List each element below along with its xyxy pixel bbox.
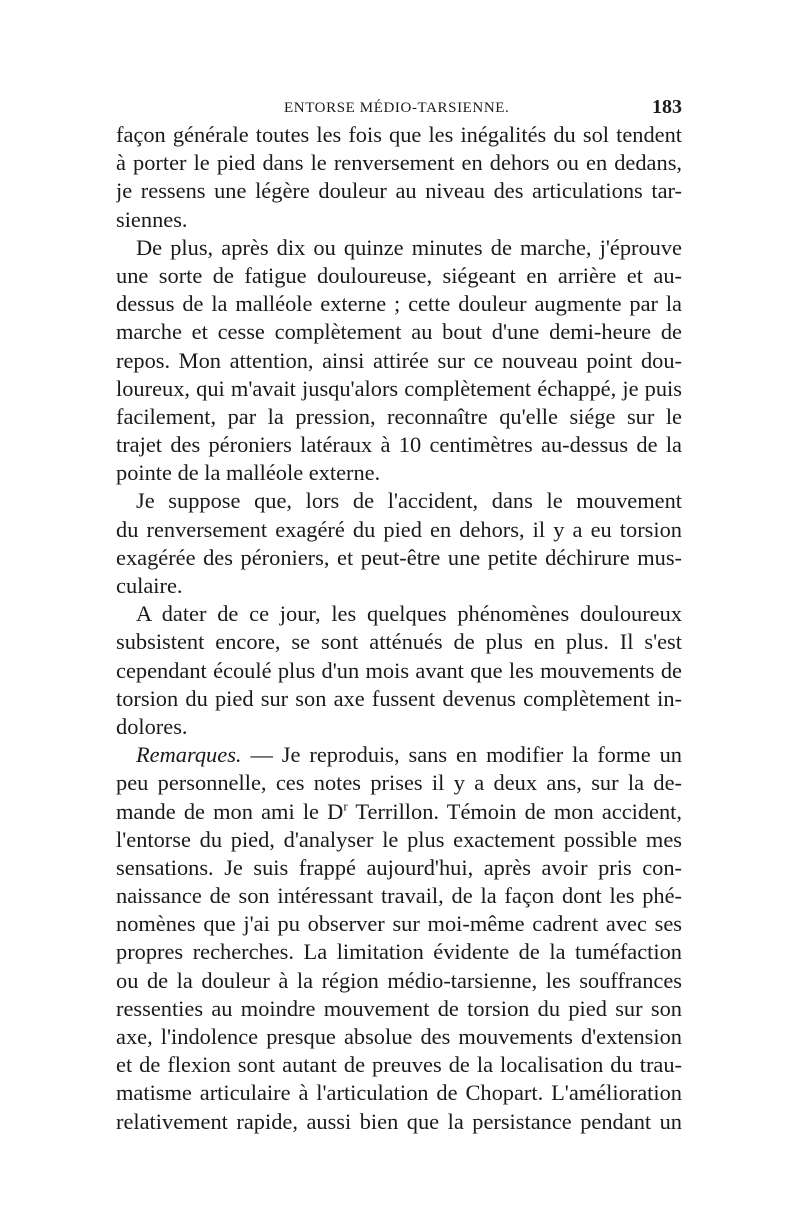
text-line: torsion du pied sur son axe fussent devenus complètement in- [116, 685, 682, 711]
text-line: ressenties au moindre mouvement de torsion du pied sur son [116, 995, 682, 1021]
text-line: peu personnelle, ces notes prises il y a deux ans, sur la de- [116, 770, 682, 796]
text-line: à porter le pied dans le renversement en dehors ou en dedans, [116, 150, 682, 176]
text-line: axe, l'indolence presque absolue des mouvements d'extension [116, 1024, 682, 1049]
text-line: dolores. [116, 713, 188, 739]
text-line: siennes. [116, 206, 188, 232]
text-line: et de flexion sont autant de preuves de la localisation du trau- [116, 1052, 682, 1078]
text-line: façon générale toutes les fois que les inégalités du sol tendent [116, 122, 682, 147]
paragraph-remarques [116, 741, 682, 1164]
text-segment: mande de mon ami le D [116, 798, 344, 824]
text-segment: Terrillon. Témoin de mon accident, [347, 798, 682, 824]
text-line: dessus de la malléole externe ; cette douleur augmente par la [116, 291, 682, 317]
text-line [116, 741, 682, 769]
text-line: facilement, par la pression, reconnaître qu'elle siége sur le [116, 403, 682, 429]
paragraph [116, 121, 682, 234]
text-line: l'entorse du pied, d'analyser le plus exactement possible mes [116, 826, 682, 852]
text-line: ou de la douleur à la région médio-tarsienne, les souffrances [116, 967, 682, 993]
text-segment: — Je reproduis, sans en modifier la forme un [241, 742, 682, 768]
text-line: propres recherches. La limitation évidente de la tuméfaction [116, 939, 682, 965]
paragraph [116, 234, 682, 488]
text-line [116, 798, 682, 826]
text-line: repos. Mon attention, ainsi attirée sur ce nouveau point dou- [116, 347, 682, 373]
body-text [116, 121, 682, 1164]
text-line: exagérée des péroniers, et peut-être une petite déchirure mus- [116, 544, 682, 570]
text-line: pointe de la malléole externe. [116, 460, 381, 486]
text-line: trajet des péroniers latéraux à 10 centimètres au-dessus de la [116, 432, 682, 458]
remarques-heading: Remarques. [136, 742, 242, 768]
running-title: ENTORSE MÉDIO-TARSIENNE. [284, 100, 510, 116]
text-line: subsistent encore, se sont atténués de plus en plus. Il s'est [116, 629, 682, 655]
paragraph [116, 600, 682, 741]
text-line: culaire. [116, 573, 183, 598]
text-line: Je suppose que, lors de l'accident, dans le mouvement [136, 488, 682, 514]
text-line: nomènes que j'ai pu observer sur moi-même cadrent avec ses [116, 911, 682, 937]
text-line: je ressens une légère douleur au niveau des articulations tar- [116, 178, 682, 204]
text-line: matisme articulaire à l'articulation de Chopart. L'amélioration [116, 1080, 682, 1106]
text-line: marche et cesse complètement au bout d'une demi-heure de [116, 319, 682, 345]
paragraph [116, 487, 682, 600]
text-line: De plus, après dix ou quinze minutes de marche, j'éprouve [136, 234, 682, 260]
text-line: relativement rapide, aussi bien que la persistance pendant un [116, 1108, 682, 1134]
text-line: loureux, qui m'avait jusqu'alors complètement échappé, je puis [116, 375, 682, 401]
text-line: naissance de son intéressant travail, de la façon dont les phé- [116, 883, 682, 909]
text-line: sensations. Je suis frappé aujourd'hui, après avoir pris con- [116, 854, 682, 880]
text-line [116, 1136, 682, 1164]
page-number: 183 [652, 96, 682, 118]
text-line: cependant écoulé plus d'un mois avant que les mouvements de [116, 657, 682, 683]
text-line: A dater de ce jour, les quelques phénomènes douloureux [136, 601, 682, 627]
text-line: du renversement exagéré du pied en dehors, il y a eu torsion [116, 516, 682, 542]
page-header [116, 96, 682, 122]
superscript: r [343, 798, 348, 814]
text-line: une sorte de fatigue douloureuse, siégeant en arrière et au- [116, 262, 682, 288]
